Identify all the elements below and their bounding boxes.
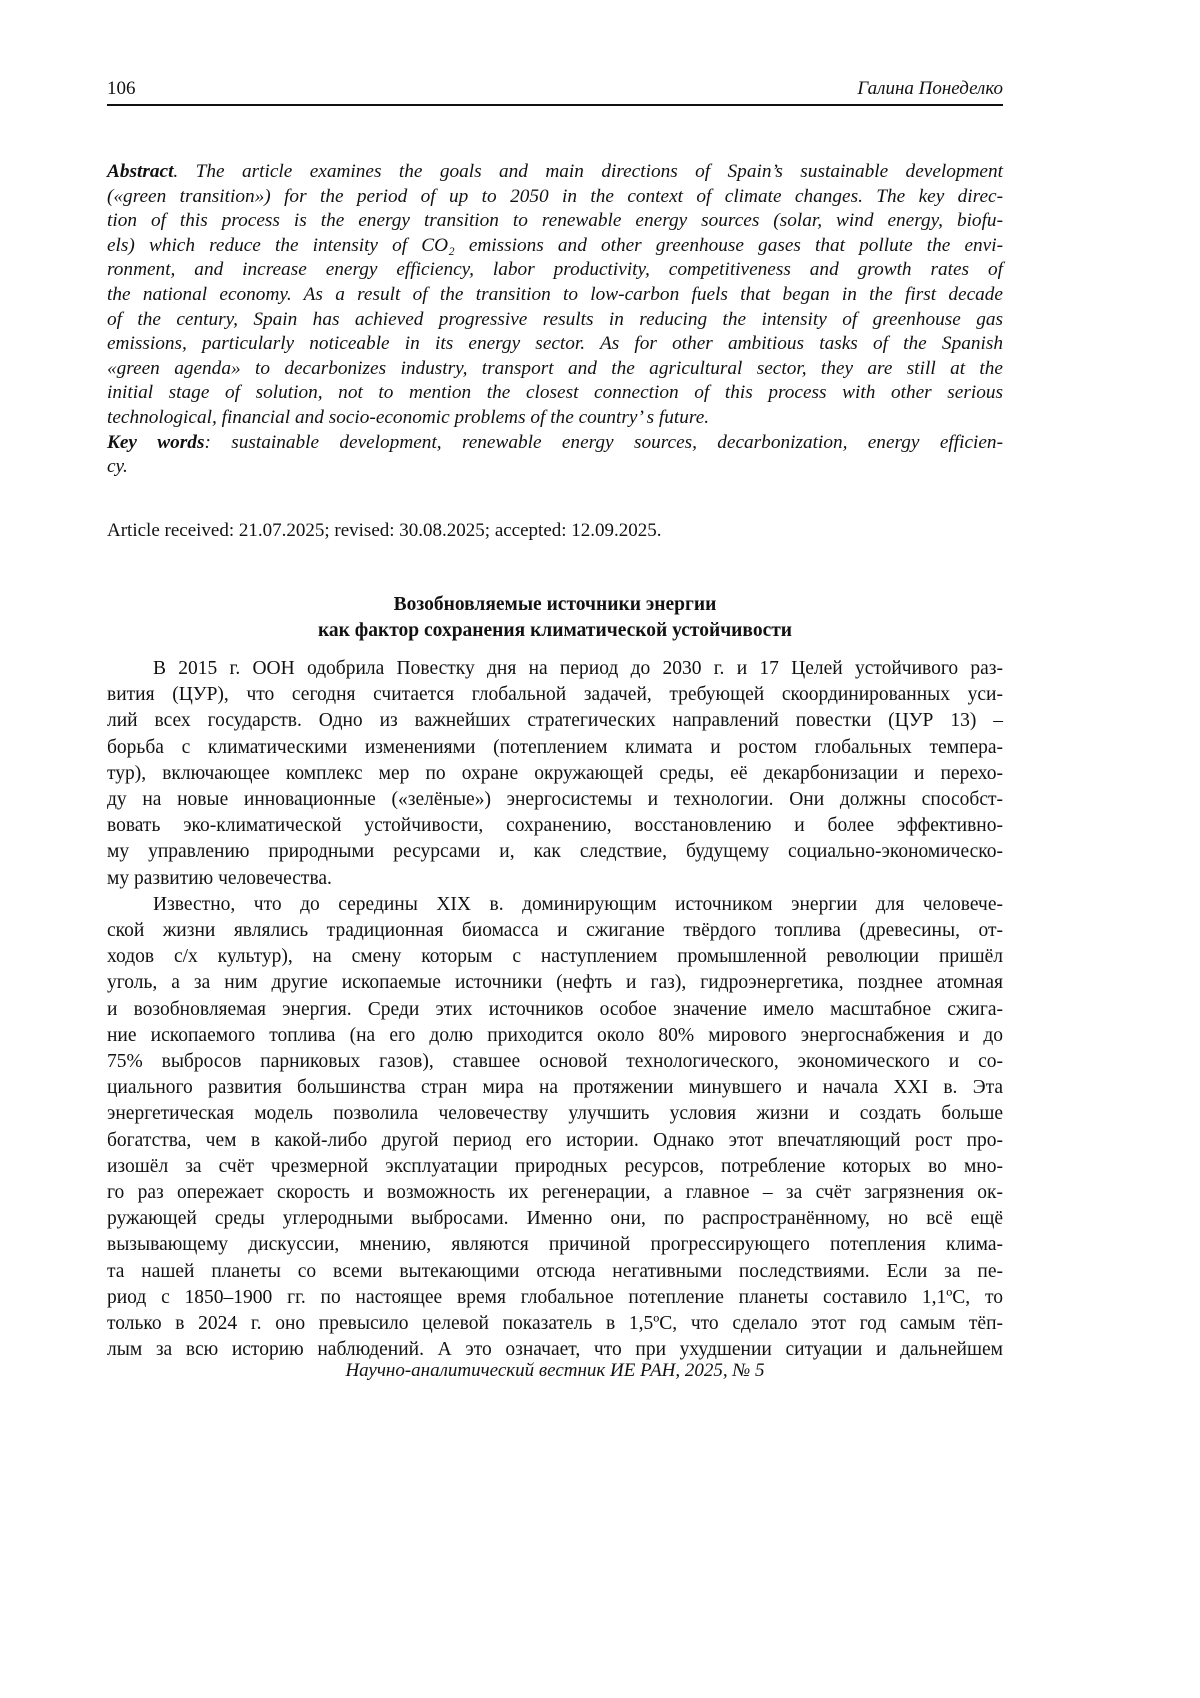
page-number: 106 [107,78,136,99]
abstract-line [107,258,1003,283]
paragraph-line: Известно, что до середины XIX в. доминирующим источником энергии для человече- [153,893,1003,915]
abstract-text: «green agenda» to decarbonizes industry, transport and the agricultural sector, they are still at the [107,357,1003,379]
running-author: Галина Понеделко [857,78,1003,99]
section-title [107,592,1003,644]
running-header [107,78,1003,102]
abstract-text: initial stage of solution, not to mention the closest connection of this process with other serious [107,382,1003,404]
abstract-line [107,234,1003,259]
abstract-text: tion of this process is the energy transition to renewable energy sources (solar, wind energy, biofu- [107,210,1003,232]
abstract-line [107,381,1003,406]
paragraph-line: риод с 1850–1900 гг. по настоящее время глобальное потепление планеты составило 1,1ºC, то [107,1286,1003,1308]
paragraph-line: та нашей планеты со всеми вытекающими отсюда негативными последствиями. Если за пе- [107,1260,1003,1282]
body-text [107,656,1003,1363]
paragraph-line: вовать эко-климатической устойчивости, сохранению, восстановлению и более эффективно- [107,815,1003,837]
keywords-line [107,431,1003,456]
abstract-label: Abstract [107,161,174,182]
abstract-line [107,283,1003,308]
paragraph-line: тур), включающее комплекс мер по охране окружающей среды, её декарбонизации и перехо- [107,762,1003,784]
abstract-text: ronment, and increase energy efficiency, labor productivity, competitiveness and growth rates of [107,259,1003,281]
paragraph-line: только в 2024 г. оно превысило целевой показатель в 1,5ºC, что сделало этот год самым тёп- [107,1313,1003,1335]
keywords-text: cy. [107,456,128,478]
header-rule [107,104,1003,106]
paragraph-line: ду на новые инновационные («зелёные») энергосистемы и технологии. Они должны способст- [107,789,1003,811]
abstract-line [107,308,1003,333]
paragraph-line: энергетическая модель позволила человечеству улучшить условия жизни и создать больше [107,1103,1003,1125]
keywords-label: Key words [107,431,205,453]
paragraph-line: лий всех государств. Одно из важнейших стратегических направлений повестки (ЦУР 13) – [107,710,1003,732]
abstract-text: emissions, particularly noticeable in its energy sector. As for other ambitious tasks of the Spanish [107,333,1003,355]
abstract-text: of the century, Spain has achieved progressive results in reducing the intensity of greenhouse gas [107,308,1003,330]
paragraph-line: ружающей среды углеродными выбросами. Именно они, по распространённому, но всё ещё [107,1208,1003,1230]
paragraph-line: и возобновляемая энергия. Среди этих источников особое значение имело масштабное сжига- [107,998,1003,1020]
paragraph-line: 75% выбросов парниковых газов), ставшее основой технологического, экономического и со- [107,1051,1003,1073]
paragraph-line: ходов с/х культур), на смену которым с наступлением промышленной революции пришёл [107,946,1003,968]
abstract-block [107,160,1003,480]
keywords-line [107,455,1003,480]
paragraph-line: уголь, а за ним другие ископаемые источники (нефть и газ), гидроэнергетика, позднее атомная [107,972,1003,994]
abstract-text: . The article examines the goals and main directions of Spain’s sustainable development [173,161,1003,182]
journal-footer: Научно-аналитический вестник ИЕ РАН, 2025, № 5 [345,1360,765,1381]
paragraph-line: вития (ЦУР), что сегодня считается глобальной задачей, требующей скоординированных уси- [107,684,1003,706]
abstract-text: («green transition») for the period of up to 2050 in the context of climate changes. The key direc- [107,185,1003,207]
paragraph-line: В 2015 г. ООН одобрила Повестку дня на период до 2030 г. и 17 Целей устойчивого раз- [153,658,1003,679]
abstract-line [107,185,1003,210]
abstract-line [107,160,1003,185]
paragraph-line: циального развития большинства стран мира на протяжении минувшего и начала XXI в. Эта [107,1077,1003,1099]
paragraph-line: вызывающему дискуссии, мнению, являются причиной прогрессирующего потепления клима- [107,1234,1003,1256]
abstract-line [107,357,1003,382]
paragraph-line: лым за всю историю наблюдений. А это означает, что при ухудшении ситуации и дальнейшем [107,1339,1003,1361]
paragraph-line: ние ископаемого топлива (на его долю приходится около 80% мирового энергоснабжения и до [107,1024,1003,1046]
paragraph-line: го раз опережает скорость и возможность их регенерации, а главное – за счёт загрязнения ок- [107,1182,1003,1204]
abstract-text: the national economy. As a result of the transition to low-carbon fuels that began in the first decade [107,283,1003,305]
abstract-line [107,209,1003,234]
abstract-text: els) which reduce the intensity of CO₂ emissions and other greenhouse gases that pollute the envi- [107,234,1003,256]
paragraph-line: му управлению природными ресурсами и, как следствие, будущему социально-экономическо- [107,841,1003,863]
paragraph-line: ской жизни являлись традиционная биомасса и сжигание твёрдого топлива (древесины, от- [107,920,1003,942]
section-title-line: Возобновляемые источники энергии [393,594,717,615]
keywords-text: : sustainable development, renewable energy sources, decarbonization, energy efficien- [204,431,1003,453]
paragraph-line: му развитию человечества. [107,867,332,889]
abstract-text: technological, financial and socio-economic problems of the country’ s future. [107,406,710,428]
abstract-line [107,332,1003,357]
paragraph-line: изошёл за счёт чрезмерной эксплуатации природных ресурсов, потребление которых во мно- [107,1155,1003,1177]
section-title-line: как фактор сохранения климатической устойчивости [317,620,793,641]
abstract-line [107,406,1003,431]
paragraph-line: борьба с климатическими изменениями (потеплением климата и ростом глобальных темпера- [107,736,1003,758]
article-dates: Article received: 21.07.2025; revised: 30.08.2025; accepted: 12.09.2025. [107,520,662,541]
paragraph-line: богатства, чем в какой-либо другой период его истории. Однако этот впечатляющий рост про- [107,1129,1003,1151]
